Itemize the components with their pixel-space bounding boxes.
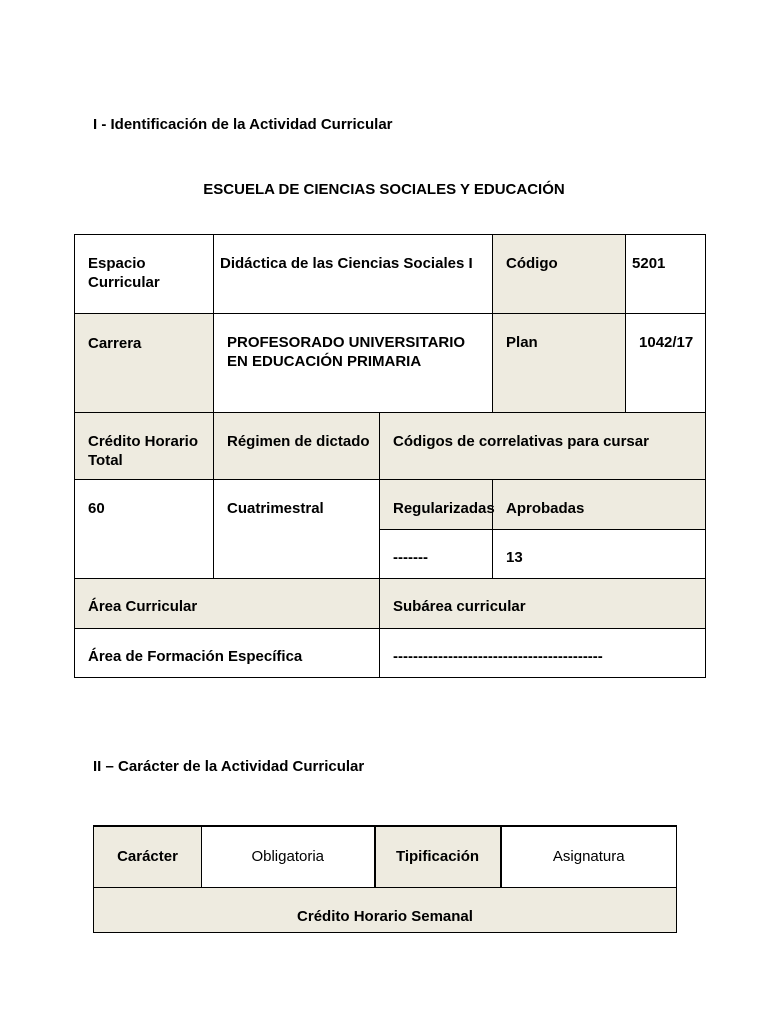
caracter-value: Obligatoria [251,848,325,866]
area-label-cell [75,579,380,629]
credito-value: 60 [88,500,105,517]
tipificacion-value-cell [501,826,677,887]
codigo-value-cell [626,235,706,314]
regularizadas-label: Regularizadas [393,500,495,517]
caracter-label: Carácter [117,848,178,866]
codigo-value: 5201 [632,255,666,272]
carrera-value-cell [214,314,493,413]
regularizadas-value-cell [380,530,493,579]
aprobadas-label-cell [493,480,706,530]
plan-label: Plan [506,334,538,351]
caracter-label-cell [94,826,202,887]
section-2-title: II – Carácter de la Actividad Curricular [93,758,365,775]
espacio-label: Espacio Curricular [88,255,160,291]
credito-semanal-label: Crédito Horario Semanal [297,908,473,925]
credito-label: Crédito Horario Total [88,433,199,469]
credito-value-cell [75,480,214,579]
espacio-value: Didáctica de las Ciencias Sociales I [220,255,473,272]
character-table [93,825,677,933]
identification-table [74,234,706,678]
area-value: Área de Formación Específica [88,648,303,665]
credito-semanal-cell [94,887,677,932]
aprobadas-label: Aprobadas [506,500,585,517]
plan-value-cell [626,314,706,413]
espacio-label-cell [75,235,214,314]
regimen-value: Cuatrimestral [227,500,324,517]
codigo-label: Código [506,255,558,272]
caracter-value-cell [202,826,375,887]
correlativas-label-cell [380,413,706,480]
espacio-value-cell [214,235,493,314]
area-value-cell [75,629,380,678]
correlativas-label: Códigos de correlativas para cursar [393,433,649,450]
aprobadas-value: 13 [506,549,523,566]
carrera-label-cell [75,314,214,413]
tipificacion-label: Tipificación [395,848,480,866]
subarea-label-cell [380,579,706,629]
regimen-value-cell [214,480,380,579]
section-1-title: I - Identificación de la Actividad Curricular [93,116,393,133]
codigo-label-cell [493,235,626,314]
tipificacion-value: Asignatura [552,848,625,866]
subarea-value-cell [380,629,706,678]
regimen-label: Régimen de dictado [227,433,370,450]
plan-label-cell [493,314,626,413]
regularizadas-label-cell [380,480,493,530]
area-label: Área Curricular [88,598,198,615]
plan-value: 1042/17 [639,334,694,351]
carrera-value: PROFESORADO UNIVERSITARIO EN EDUCACIÓN PRIMARIA [227,334,466,370]
subarea-value: ------------------------------------------ [393,648,603,665]
regularizadas-value: ------- [393,549,428,566]
credito-label-cell [75,413,214,480]
subarea-label: Subárea curricular [393,598,526,615]
carrera-label: Carrera [88,335,142,352]
regimen-label-cell [214,413,380,480]
tipificacion-label-cell [375,826,501,887]
school-title: ESCUELA DE CIENCIAS SOCIALES Y EDUCACIÓN [203,181,565,198]
aprobadas-value-cell [493,530,706,579]
